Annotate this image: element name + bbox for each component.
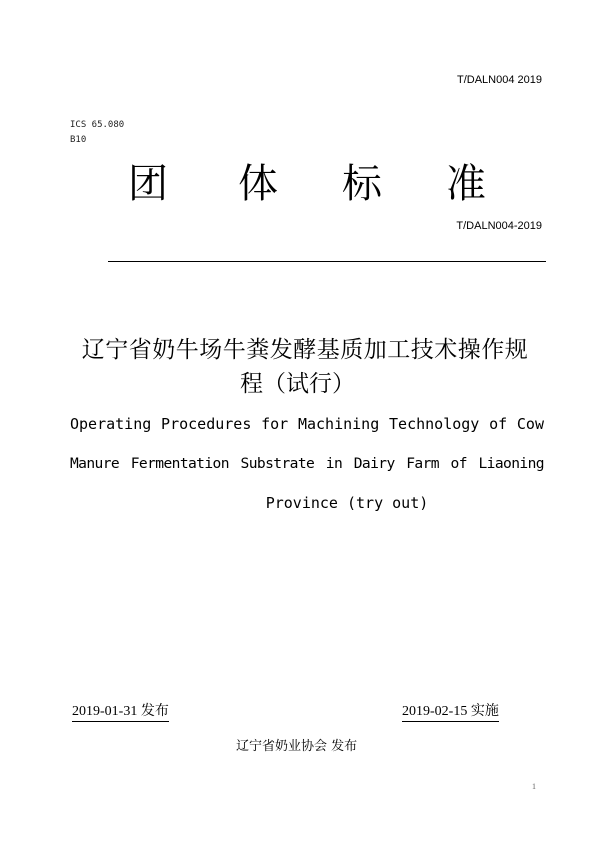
classification-codes [70, 118, 124, 148]
header-divider [108, 261, 546, 262]
publish-date: 2019-01-31 发布 [72, 700, 169, 722]
title-char: 团 [128, 161, 168, 207]
ics-code: ICS 65.080 [70, 120, 125, 130]
header-doc-code: T/DALN004 2019 [457, 74, 542, 86]
page-number: 1 [532, 782, 536, 791]
title-char: 标 [342, 161, 382, 207]
standard-number: T/DALN004-2019 [456, 220, 542, 232]
publisher: 辽宁省奶业协会 发布 [236, 739, 358, 754]
standard-type-title [128, 152, 500, 208]
title-zh-line-1: 辽宁省奶牛场牛粪发酵基质加工技术操作规 [81, 337, 529, 363]
title-en-line-3: Province (try out) [265, 494, 429, 512]
title-zh-line-2: 程（试行） [240, 371, 355, 397]
title-char: 准 [446, 161, 486, 207]
title-en-line-2: Manure Fermentation Substrate in Dairy Farm of Liaoning [70, 455, 544, 472]
title-char: 体 [238, 161, 278, 207]
title-en-line-1: Operating Procedures for Machining Technology of Cow [70, 415, 544, 433]
document-title-zh [70, 333, 540, 401]
implement-date: 2019-02-15 实施 [402, 700, 499, 722]
ccs-code: B10 [70, 135, 87, 145]
